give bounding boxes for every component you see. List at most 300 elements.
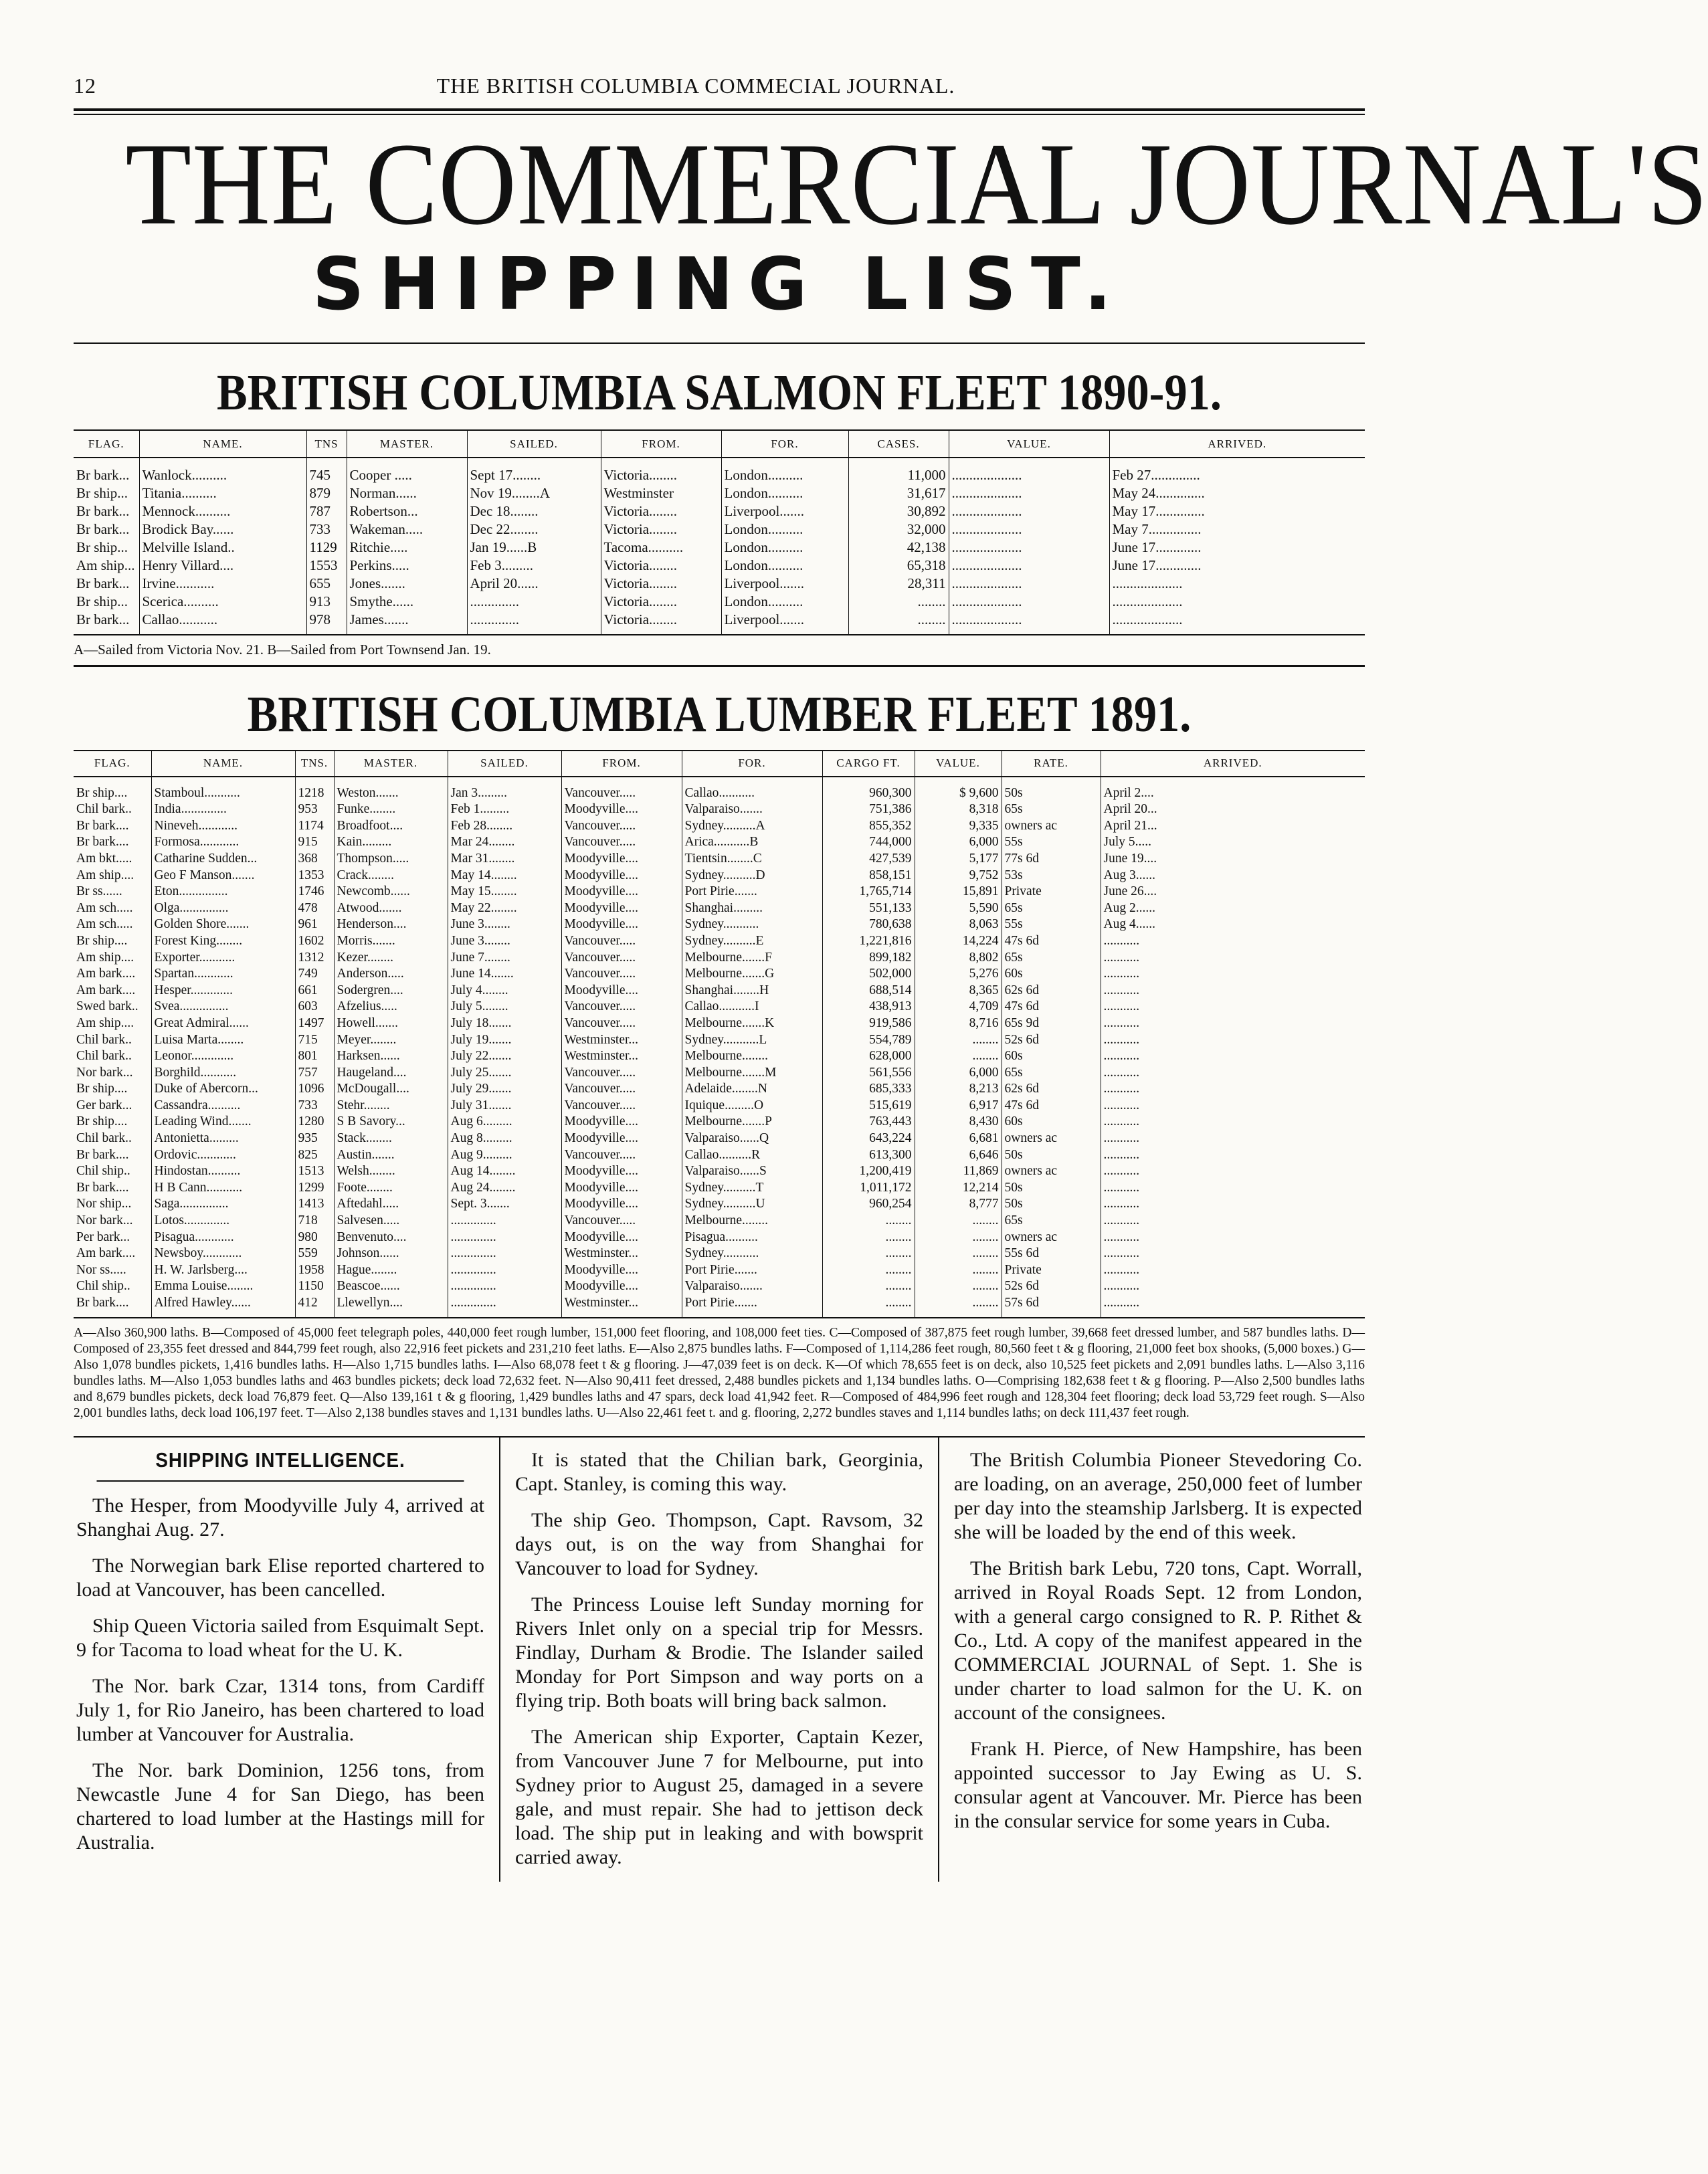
table-cell: Victoria........ — [601, 502, 721, 520]
table-cell: ........ — [822, 1262, 915, 1279]
table-cell: 65,318 — [848, 557, 949, 575]
news-item: Frank H. Pierce, of New Hampshire, has been appointed successor to Jay Ewing as U. S. consular agent at Vancouver. Mr. Pierce has been in the consular service for some years in Cuba. — [954, 1737, 1362, 1832]
table-cell: June 3........ — [448, 916, 561, 933]
table-cell: Chil ship.. — [76, 1164, 130, 1179]
table-cell: 6,000 — [915, 834, 1002, 851]
table-cell: Atwood....... — [334, 900, 448, 917]
table-cell: Aug 8......... — [448, 1130, 561, 1147]
table-cell: April 21... — [1101, 818, 1365, 835]
table-cell: Aug 3...... — [1101, 868, 1365, 884]
table-cell: May 7............... — [1109, 520, 1365, 538]
table-cell: 913 — [306, 593, 347, 611]
salmon-fleet-table — [74, 429, 1365, 635]
table-cell: ........... — [1101, 950, 1365, 967]
table-cell: London.......... — [721, 484, 848, 502]
table-cell: Sydney........... — [682, 916, 822, 933]
intelligence-column-2 — [499, 1438, 938, 1882]
lumber-fleet-title: BRITISH COLUMBIA LUMBER FLEET 1891. — [247, 686, 1192, 743]
table-cell: Moodyville.... — [561, 851, 682, 868]
table-cell: Jan 3......... — [448, 777, 561, 802]
table-cell: S B Savory... — [334, 1114, 448, 1130]
table-cell: ........ — [822, 1246, 915, 1262]
table-cell: Exporter........... — [151, 950, 295, 967]
table-cell: 42,138 — [848, 538, 949, 557]
table-cell: Moodyville.... — [561, 884, 682, 900]
table-cell: Afzelius..... — [334, 999, 448, 1015]
table-cell: London.......... — [721, 593, 848, 611]
table-cell: Chil bark.. — [76, 1032, 132, 1047]
header-rule — [74, 108, 1365, 115]
table-cell: 1,200,419 — [822, 1163, 915, 1180]
table-cell: .................... — [1109, 611, 1365, 635]
table-cell: Borghild........... — [151, 1065, 295, 1082]
table-cell: Br ship... — [76, 485, 128, 501]
table-cell: 62s 6d — [1002, 983, 1101, 999]
table-cell: Chil bark.. — [76, 1131, 132, 1146]
table-cell: Johnson...... — [334, 1246, 448, 1262]
table-cell: 6,917 — [915, 1098, 1002, 1114]
table-cell: Norman...... — [347, 484, 467, 502]
table-cell: Moodyville.... — [561, 1114, 682, 1130]
table-cell: Llewellyn.... — [334, 1295, 448, 1318]
table-cell: Callao........... — [682, 777, 822, 802]
table-cell: Henry Villard.... — [139, 557, 306, 575]
table-cell: Melbourne.......F — [682, 950, 822, 967]
table-cell: 1218 — [295, 777, 334, 802]
table-cell: Moodyville.... — [561, 1229, 682, 1246]
table-cell: 60s — [1002, 1048, 1101, 1065]
table-cell: 733 — [295, 1098, 334, 1114]
table-cell: 5,177 — [915, 851, 1002, 868]
table-cell: Hague........ — [334, 1262, 448, 1279]
table-cell: ........ — [848, 611, 949, 635]
table-cell: owners ac — [1002, 1130, 1101, 1147]
table-cell: Br bark.... — [76, 818, 129, 833]
table-cell: 960,254 — [822, 1196, 915, 1213]
table-cell: Westminster... — [561, 1032, 682, 1049]
table-cell: 661 — [295, 983, 334, 999]
salmon-col-header: TNS — [306, 430, 347, 458]
table-cell: Sodergren.... — [334, 983, 448, 999]
table-cell: 50s — [1002, 1196, 1101, 1213]
table-cell: Melbourne.......G — [682, 966, 822, 983]
table-cell: Thompson..... — [334, 851, 448, 868]
table-cell: Br bark... — [76, 575, 130, 591]
table-row — [74, 1262, 1365, 1279]
table-cell: 1353 — [295, 868, 334, 884]
table-cell: ........ — [822, 1295, 915, 1318]
table-cell: Welsh........ — [334, 1163, 448, 1180]
table-cell: 1958 — [295, 1262, 334, 1279]
table-cell: Aug 14........ — [448, 1163, 561, 1180]
table-cell: 763,443 — [822, 1114, 915, 1130]
table-cell: Howell....... — [334, 1015, 448, 1032]
table-cell: July 25....... — [448, 1065, 561, 1082]
table-cell: ........... — [1101, 1278, 1365, 1295]
table-row — [74, 1015, 1365, 1032]
table-cell: Chil bark.. — [76, 802, 132, 817]
table-cell: .............. — [448, 1262, 561, 1279]
table-cell: Cassandra.......... — [151, 1098, 295, 1114]
table-cell: Melbourne........ — [682, 1048, 822, 1065]
table-cell: 6,000 — [915, 1065, 1002, 1082]
table-row — [74, 1295, 1365, 1318]
table-cell: Feb 1......... — [448, 801, 561, 818]
table-cell: Golden Shore....... — [151, 916, 295, 933]
table-cell: 502,000 — [822, 966, 915, 983]
table-cell: Moodyville.... — [561, 1262, 682, 1279]
lumber-col-header: RATE. — [1002, 751, 1101, 777]
table-row — [74, 983, 1365, 999]
table-row — [74, 1130, 1365, 1147]
table-cell: 6,681 — [915, 1130, 1002, 1147]
table-cell: Jones....... — [347, 575, 467, 593]
table-cell: Private — [1002, 1262, 1101, 1279]
table-cell: 1497 — [295, 1015, 334, 1032]
table-cell: .............. — [448, 1229, 561, 1246]
news-item: The American ship Exporter, Captain Kezer, from Vancouver June 7 for Melbourne, put into Sydney prior to August 25, damaged in a severe gale, and must repair. She had to jettison deck load. The ship put in leaking and with bowsprit carried away. — [515, 1725, 923, 1868]
table-cell: Am sch..... — [76, 917, 133, 932]
table-cell: Br bark.... — [76, 835, 129, 850]
table-row — [74, 1032, 1365, 1049]
table-cell: 8,802 — [915, 950, 1002, 967]
table-row — [74, 884, 1365, 900]
table-cell: May 22........ — [448, 900, 561, 917]
table-cell: Nor bark... — [76, 1065, 133, 1080]
table-cell: Emma Louise........ — [151, 1278, 295, 1295]
table-cell: May 14........ — [448, 868, 561, 884]
table-cell: Moodyville.... — [561, 1130, 682, 1147]
table-cell: ........... — [1101, 1180, 1365, 1197]
table-cell: ........... — [1101, 1229, 1365, 1246]
table-cell: June 14....... — [448, 966, 561, 983]
table-cell: Am ship.... — [76, 950, 134, 965]
table-cell: Vancouver..... — [561, 950, 682, 967]
table-cell: McDougall.... — [334, 1081, 448, 1098]
table-cell: 57s 6d — [1002, 1295, 1101, 1318]
table-row — [74, 575, 1365, 593]
table-cell: Newsboy............ — [151, 1246, 295, 1262]
table-cell: ........ — [822, 1213, 915, 1229]
table-cell: 919,586 — [822, 1015, 915, 1032]
table-cell: Hesper............. — [151, 983, 295, 999]
news-item: The Nor. bark Dominion, 1256 tons, from Newcastle June 4 for San Diego, has been chartered to load lumber at the Hastings mill for Australia. — [76, 1759, 484, 1854]
table-cell: 1096 — [295, 1081, 334, 1098]
table-cell: Melbourne.......P — [682, 1114, 822, 1130]
table-cell: Westminster... — [561, 1246, 682, 1262]
table-cell: 1,765,714 — [822, 884, 915, 900]
table-cell: ........ — [848, 593, 949, 611]
table-row — [74, 1196, 1365, 1213]
table-cell: Benvenuto.... — [334, 1229, 448, 1246]
page-number: 12 — [74, 74, 96, 98]
table-cell: 412 — [295, 1295, 334, 1318]
table-cell: .................... — [949, 502, 1109, 520]
table-cell: Aug 4...... — [1101, 916, 1365, 933]
table-cell: Chil ship.. — [76, 1279, 130, 1294]
table-cell: 1129 — [306, 538, 347, 557]
table-cell: Irvine........... — [139, 575, 306, 593]
table-cell: Moodyville.... — [561, 1196, 682, 1213]
table-cell: July 31....... — [448, 1098, 561, 1114]
table-cell: Moodyville.... — [561, 900, 682, 917]
table-cell: 52s 6d — [1002, 1278, 1101, 1295]
table-cell: .................... — [1109, 593, 1365, 611]
table-cell: Henderson.... — [334, 916, 448, 933]
table-cell: Mennock.......... — [139, 502, 306, 520]
table-cell: Geo F Manson....... — [151, 868, 295, 884]
table-cell: 11,000 — [848, 458, 949, 484]
table-cell: Port Pirie....... — [682, 884, 822, 900]
table-cell: Shanghai......... — [682, 900, 822, 917]
table-cell: 554,789 — [822, 1032, 915, 1049]
table-row — [74, 538, 1365, 557]
table-cell: Am bkt..... — [76, 851, 132, 866]
table-cell: Austin....... — [334, 1147, 448, 1164]
table-cell: 368 — [295, 851, 334, 868]
table-cell: Vancouver..... — [561, 1213, 682, 1229]
table-cell: Nov 19........A — [467, 484, 601, 502]
news-item: The Hesper, from Moodyville July 4, arrived at Shanghai Aug. 27. — [76, 1494, 484, 1541]
table-cell: Sydney..........U — [682, 1196, 822, 1213]
table-cell: 980 — [295, 1229, 334, 1246]
table-cell: Vancouver..... — [561, 777, 682, 802]
table-cell: 1513 — [295, 1163, 334, 1180]
table-cell: July 5........ — [448, 999, 561, 1015]
table-cell: 62s 6d — [1002, 1081, 1101, 1098]
table-cell: Beascoe...... — [334, 1278, 448, 1295]
table-cell: ........... — [1101, 1048, 1365, 1065]
table-cell: Private — [1002, 884, 1101, 900]
table-cell: Br ss...... — [76, 884, 122, 899]
table-cell: Valparaiso....... — [682, 1278, 822, 1295]
table-cell: Great Admiral...... — [151, 1015, 295, 1032]
table-cell: Spartan............ — [151, 966, 295, 983]
table-cell: ........ — [915, 1278, 1002, 1295]
table-cell: Sydney..........T — [682, 1180, 822, 1197]
table-cell: 858,151 — [822, 868, 915, 884]
table-cell: Am bark.... — [76, 983, 136, 997]
table-cell: 50s — [1002, 777, 1101, 802]
table-cell: Victoria........ — [601, 557, 721, 575]
table-cell: Crack........ — [334, 868, 448, 884]
table-cell: ........... — [1101, 1015, 1365, 1032]
table-row — [74, 1114, 1365, 1130]
table-cell: Duke of Abercorn... — [151, 1081, 295, 1098]
table-cell: Port Pirie....... — [682, 1262, 822, 1279]
table-cell: Nineveh............ — [151, 818, 295, 835]
table-cell: Shanghai........H — [682, 983, 822, 999]
table-row — [74, 818, 1365, 835]
table-cell: Sydney..........E — [682, 933, 822, 950]
table-cell: April 20... — [1101, 801, 1365, 818]
table-cell: 47s 6d — [1002, 999, 1101, 1015]
running-title: THE BRITISH COLUMBIA COMMECIAL JOURNAL. — [436, 74, 955, 98]
table-cell: Chil bark.. — [76, 1049, 132, 1064]
table-cell: ........... — [1101, 1081, 1365, 1098]
table-cell: ........ — [822, 1229, 915, 1246]
table-cell: Aug 6......... — [448, 1114, 561, 1130]
table-cell: Westminster... — [561, 1048, 682, 1065]
table-cell: 65s — [1002, 801, 1101, 818]
table-row — [74, 1163, 1365, 1180]
table-cell: 8,365 — [915, 983, 1002, 999]
table-cell: Aug 2...... — [1101, 900, 1365, 917]
table-cell: Newcomb...... — [334, 884, 448, 900]
table-cell: Aftedahl..... — [334, 1196, 448, 1213]
table-cell: 55s — [1002, 916, 1101, 933]
table-cell: 31,617 — [848, 484, 949, 502]
salmon-fleet-title: BRITISH COLUMBIA SALMON FLEET 1890-91. — [217, 365, 1222, 421]
news-item: The ship Geo. Thompson, Capt. Ravsom, 32 days out, is on the way from Shanghai for Vancouver to load for Sydney. — [515, 1508, 923, 1579]
table-cell: Nor ship... — [76, 1197, 132, 1211]
table-row — [74, 458, 1365, 484]
table-cell: ........... — [1101, 1246, 1365, 1262]
table-cell: Victoria........ — [601, 611, 721, 635]
table-cell: ........ — [915, 1229, 1002, 1246]
salmon-col-header: FROM. — [601, 430, 721, 458]
table-cell: .............. — [448, 1295, 561, 1318]
news-item: The British Columbia Pioneer Stevedoring Co. are loading, on an average, 250,000 feet of lumber per day into the steamship Jarlsberg. It is expected she will be loaded by the end of this week. — [954, 1448, 1362, 1543]
table-cell: Am sch..... — [76, 900, 133, 915]
newspaper-page — [74, 74, 1708, 1882]
table-cell: ........ — [915, 1213, 1002, 1229]
table-row — [74, 1229, 1365, 1246]
table-cell: .............. — [467, 611, 601, 635]
table-cell: April 2.... — [1101, 777, 1365, 802]
table-cell: .................... — [949, 575, 1109, 593]
table-cell: Br bark.... — [76, 1147, 129, 1162]
table-cell: 55s 6d — [1002, 1246, 1101, 1262]
table-cell: Ordovic............ — [151, 1147, 295, 1164]
table-cell: 30,892 — [848, 502, 949, 520]
table-cell: 1,011,172 — [822, 1180, 915, 1197]
table-cell: ........... — [1101, 1065, 1365, 1082]
table-row — [74, 851, 1365, 868]
table-cell: Am ship.... — [76, 868, 134, 882]
salmon-footnote: A—Sailed from Victoria Nov. 21. B—Sailed from Port Townsend Jan. 19. — [74, 641, 491, 658]
table-cell: Cooper ..... — [347, 458, 467, 484]
table-cell: Sydney..........A — [682, 818, 822, 835]
table-cell: Br ship... — [76, 539, 128, 555]
masthead-rule — [74, 342, 1365, 344]
table-cell: 551,133 — [822, 900, 915, 917]
table-cell: Haugeland.... — [334, 1065, 448, 1082]
table-cell: Kezer........ — [334, 950, 448, 967]
table-row — [74, 834, 1365, 851]
table-cell: 718 — [295, 1213, 334, 1229]
table-cell: 613,300 — [822, 1147, 915, 1164]
table-cell: ........ — [915, 1246, 1002, 1262]
table-cell: Liverpool....... — [721, 502, 848, 520]
table-cell: .................... — [949, 520, 1109, 538]
table-cell: 825 — [295, 1147, 334, 1164]
table-cell: 961 — [295, 916, 334, 933]
news-item: The British bark Lebu, 720 tons, Capt. Worrall, arrived in Royal Roads Sept. 12 from London, with a general cargo consigned to R. P. Rithet & Co., Ltd. A copy of the manifest appeared in the COMMERCIAL JOURNAL of Sept. 1. She is under charter to load salmon for the U. K. on account of the consignees. — [954, 1557, 1362, 1724]
table-cell: 60s — [1002, 966, 1101, 983]
table-cell: ........ — [822, 1278, 915, 1295]
table-cell: 8,777 — [915, 1196, 1002, 1213]
lumber-col-header: TNS. — [295, 751, 334, 777]
salmon-col-header: NAME. — [139, 430, 306, 458]
table-cell: Dec 18........ — [467, 502, 601, 520]
table-row — [74, 502, 1365, 520]
table-cell: Moodyville.... — [561, 1278, 682, 1295]
table-cell: ........... — [1101, 1163, 1365, 1180]
table-cell: Perkins..... — [347, 557, 467, 575]
table-cell: Iquique.........O — [682, 1098, 822, 1114]
lumber-col-header: FLAG. — [74, 751, 151, 777]
table-cell: Lotos.............. — [151, 1213, 295, 1229]
table-cell: 50s — [1002, 1180, 1101, 1197]
table-cell: Eton............... — [151, 884, 295, 900]
salmon-col-header: ARRIVED. — [1109, 430, 1365, 458]
table-cell: 603 — [295, 999, 334, 1015]
table-cell: 438,913 — [822, 999, 915, 1015]
table-cell: July 22....... — [448, 1048, 561, 1065]
shipping-intelligence-section — [74, 1436, 1365, 1882]
table-cell: ........... — [1101, 1213, 1365, 1229]
table-cell: 733 — [306, 520, 347, 538]
table-cell: Aug 9......... — [448, 1147, 561, 1164]
lumber-footnote: A—Also 360,900 laths. B—Composed of 45,000 feet telegraph poles, 440,000 feet rough lumber, 151,000 feet flooring, and 108,000 feet ties. C—Composed of 387,875 feet rough lumber, 39,668 feet dressed lumber, and 587 bundles laths. D—Composed of 23,355 feet dressed and 844,799 feet rough, also 22,916 feet pickets and 231,210 feet laths. E—Also 2,875 bundles laths. F—Composed of 1,114,286 feet rough, 80,560 feet t & g flooring, 21,000 feet box shooks, (5,000 boxes.) G—Also 1,078 bundles pickets, 1,416 bundles laths. H—Also 1,715 bundles laths. I—Also 68,078 feet t & g flooring. J—47,039 feet is on deck. K—Of which 78,655 feet is on deck, also 10,525 feet pickets and 2,091 bundles laths. L—Also 3,116 bundles laths. M—Also 1,053 bundles laths and 463 bundles pickets; deck load 72,632 feet. N—Also 90,411 feet dressed, 2,488 bundles pickets and 1,134 bundles laths. O—Comprising 182,638 feet t & g flooring. P—Also 2,500 bundles laths and 8,679 bundles pickets, deck load 76,879 feet. Q—Also 139,161 t & g flooring, 1,429 bundles laths and 47 spars, deck load 41,942 feet. R—Composed of 484,996 feet rough and 128,304 feet flooring; deck load 53,729 feet rough. S—Also 2,001 bundles laths, deck load 106,197 feet. T—Also 2,138 bundles staves and 1,131 bundles laths. U—Also 22,461 feet t. and g. flooring, 2,272 bundles staves and 1,114 bundles laths; on deck 111,437 feet rough. — [74, 1325, 1365, 1420]
table-cell: Victoria........ — [601, 520, 721, 538]
table-cell: Leading Wind....... — [151, 1114, 295, 1130]
table-cell: Callao........... — [139, 611, 306, 635]
table-cell: 757 — [295, 1065, 334, 1082]
table-cell: Stamboul........... — [151, 777, 295, 802]
table-cell: Svea............... — [151, 999, 295, 1015]
table-cell: May 24.............. — [1109, 484, 1365, 502]
table-cell: 9,752 — [915, 868, 1002, 884]
table-cell: 899,182 — [822, 950, 915, 967]
table-cell: Arica...........B — [682, 834, 822, 851]
table-cell: 960,300 — [822, 777, 915, 802]
table-cell: Melville Island.. — [139, 538, 306, 557]
news-item: The Princess Louise left Sunday morning for Rivers Inlet only on a special trip for Messrs. Findlay, Durham & Brodie. The Islander sailed Monday for Port Simpson and way ports on a flying trip. Both boats will bring back salmon. — [515, 1593, 923, 1712]
table-cell: Anderson..... — [334, 966, 448, 983]
table-cell: Vancouver..... — [561, 999, 682, 1015]
table-cell: London.......... — [721, 538, 848, 557]
table-row — [74, 557, 1365, 575]
table-cell: 715 — [295, 1032, 334, 1049]
table-cell: Robertson... — [347, 502, 467, 520]
table-cell: 15,891 — [915, 884, 1002, 900]
table-row — [74, 933, 1365, 950]
table-cell: London.......... — [721, 557, 848, 575]
table-cell: 5,276 — [915, 966, 1002, 983]
table-cell: 1150 — [295, 1278, 334, 1295]
table-cell: Vancouver..... — [561, 1098, 682, 1114]
table-cell: Titania.......... — [139, 484, 306, 502]
table-cell: Moodyville.... — [561, 916, 682, 933]
table-cell: 8,430 — [915, 1114, 1002, 1130]
table-cell: Wakeman..... — [347, 520, 467, 538]
table-cell: Dec 22........ — [467, 520, 601, 538]
table-cell: 6,646 — [915, 1147, 1002, 1164]
table-cell: Vancouver..... — [561, 1081, 682, 1098]
table-cell: 628,000 — [822, 1048, 915, 1065]
table-cell: James....... — [347, 611, 467, 635]
table-cell: Kain......... — [334, 834, 448, 851]
table-cell: Br ship.... — [76, 785, 128, 800]
table-cell: Stack........ — [334, 1130, 448, 1147]
table-cell: July 5..... — [1101, 834, 1365, 851]
table-cell: .................... — [949, 557, 1109, 575]
table-cell: 47s 6d — [1002, 933, 1101, 950]
lumber-col-header: ARRIVED. — [1101, 751, 1365, 777]
table-row — [74, 1048, 1365, 1065]
